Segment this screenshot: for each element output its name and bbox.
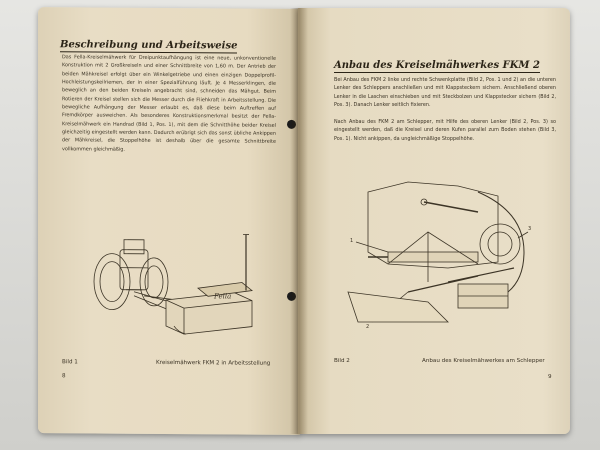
figure-2-label: Bild 2 — [334, 358, 350, 364]
book-gutter — [290, 8, 308, 434]
callout-3: 3 — [528, 226, 532, 232]
figure-2-caption: Anbau des Kreiselmähwerkes am Schlepper — [422, 358, 545, 364]
figure-1-caption: Kreiselmähwerk FKM 2 in Arbeitsstellung — [156, 359, 271, 367]
left-page-paragraph: Das Fella-Kreiselmähwerk für Dreipunktaufhängung ist eine neue, unkonventionelle Konstruktion mit 2 Großkreiseln und einer Schnittbreite von 1,60 m. Der Antrieb der beiden Mähkreisel erfolgt über ein Winkelgetriebe und einen einzigen Doppelprofil-Hochleistungskeilriemen, der in einer Spezialführung läuft. Je 4 Messerklingen, die beweglich an den beiden Kreiseln angebracht sind, schneiden das Mähgut. Beim Rotieren der Kreisel stellen sich die Messer durch die Fliehkraft in Arbeitsstellung. Die bewegliche Aufhängung der Messer erlaubt es, daß diese beim Auftreffen auf Fremdkörper ausweichen. Als besonderes Konstruktionsmerkmal besitzt der Fella-Kreiselmähwerk ein Handrad (Bild 1, Pos. 1), mit dem die Schnitthöhe beider Kreisel gleichzeitig eingestellt werden kann. Dadurch erübrigt sich das sonst übliche Ankippen der Mähkreisel, die Stoppelhöhe ist deshalb über die gesamte Schnittbreite vollkommen gleichmäßig. — [62, 54, 276, 153]
right-page — [298, 8, 570, 434]
left-page-heading: Beschreibung und Arbeitsweise — [60, 39, 238, 52]
machine-brand-label: Fella — [214, 292, 232, 301]
right-page-number: 9 — [548, 374, 552, 380]
hitch-diagram — [328, 172, 538, 342]
right-page-heading: Anbau des Kreiselmähwerkes FKM 2 — [334, 60, 540, 71]
right-page-paragraph-1: Bei Anbau des FKM 2 linke und rechte Schwenkplatte (Bild 2, Pos. 1 und 2) an die unteren Lenker des Schleppers anschließen und mit Klappsteckern sichern. Anschließend oberen Lenker in die Laschen einschieben und mit Steckbolzen und Klappstecker sichern (Bild 2, Pos. 3). Danach Lenker seitlich fixieren. — [334, 77, 556, 109]
callout-1: 1 — [350, 238, 354, 244]
figure-1-label: Bild 1 — [62, 359, 78, 366]
tractor-wheel-right — [140, 258, 168, 306]
left-page-number: 8 — [62, 373, 66, 380]
open-brochure — [38, 8, 578, 440]
right-page-paragraph-2: Nach Anbau des FKM 2 am Schlepper, mit Hilfe des oberen Lenker (Bild 2, Pos. 3) so eingestellt werden, daß die Kreisel und deren Kufen parallel zum Boden stehen (Bild 3, Pos. 1). Nicht ankippen, da ungleichmäßige Stoppelhöhe. — [334, 119, 556, 142]
left-page — [38, 7, 300, 435]
mower-illustration — [74, 229, 274, 340]
callout-2: 2 — [366, 324, 370, 330]
